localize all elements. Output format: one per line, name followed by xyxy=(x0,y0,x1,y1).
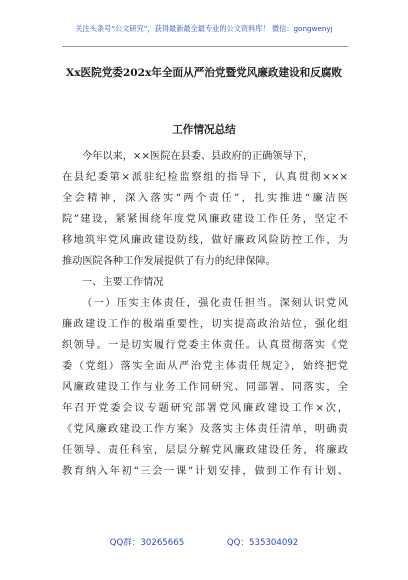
body-line: （一）压实主体责任，强化责任担当。深刻认识党风 xyxy=(82,298,348,309)
document-title-line2: 工作情况总结 xyxy=(172,124,236,136)
header-divider xyxy=(62,46,348,47)
body-line: 任领导、责任科室，层层分解党风廉政建设任务，将廉政 xyxy=(62,445,348,456)
body-line: 推动医院各种工作发展提供了有力的纪律保障。 xyxy=(62,256,276,267)
section-heading: 一、主要工作情况 xyxy=(82,277,164,288)
body-line: 今年以来，××医院在县委、县政府的正确领导下， xyxy=(82,151,314,162)
body-line: 院”建设，紧紧围绕年度党风廉政建设工作任务，坚定不 xyxy=(62,214,348,225)
body-line: 年召开党委会议专题研究部署党风廉政建设工作×次， xyxy=(62,403,348,414)
body-line: 移地筑牢党风廉政建设防线，做好廉政风险防控工作，为 xyxy=(62,235,348,246)
body-line: 廉政建设工作的极端重要性，切实提高政治站位，强化组 xyxy=(62,319,348,330)
document-title: Xx医院党委202x年全面从严治党暨党风廉政建设和反腐败 xyxy=(65,67,343,79)
document-body xyxy=(62,146,348,482)
body-line: 织领导。一是切实履行党委主体责任。认真贯彻落实《党 xyxy=(62,340,348,351)
body-line: 风廉政建设工作与业务工作同研究、同部署、同落实，全 xyxy=(62,382,348,393)
body-line: 《党风廉政建设工作方案》及落实主体责任清单，明确责 xyxy=(62,424,348,435)
body-line: 全会精神，深入落实“两个责任”，扎实推进“廉洁医 xyxy=(62,193,348,204)
header-promo-text: 关注头条号“公文研究”，获得最新最全最专业的公文资料库！ 微信：gongwenyj xyxy=(75,24,333,33)
footer-contact xyxy=(0,536,408,548)
footer-qq-group: QQ群：30265665 xyxy=(109,538,185,548)
body-line: 在县纪委第×派驻纪检监察组的指导下，认真贯彻××× xyxy=(62,172,348,183)
footer-qq: QQ：535304092 xyxy=(226,538,299,548)
body-line: 教育纳入年初“三会一课”计划安排，做到工作有计划、 xyxy=(62,466,348,477)
body-line: 委（党组）落实全面从严治党主体责任规定》，始终把党 xyxy=(62,361,348,372)
